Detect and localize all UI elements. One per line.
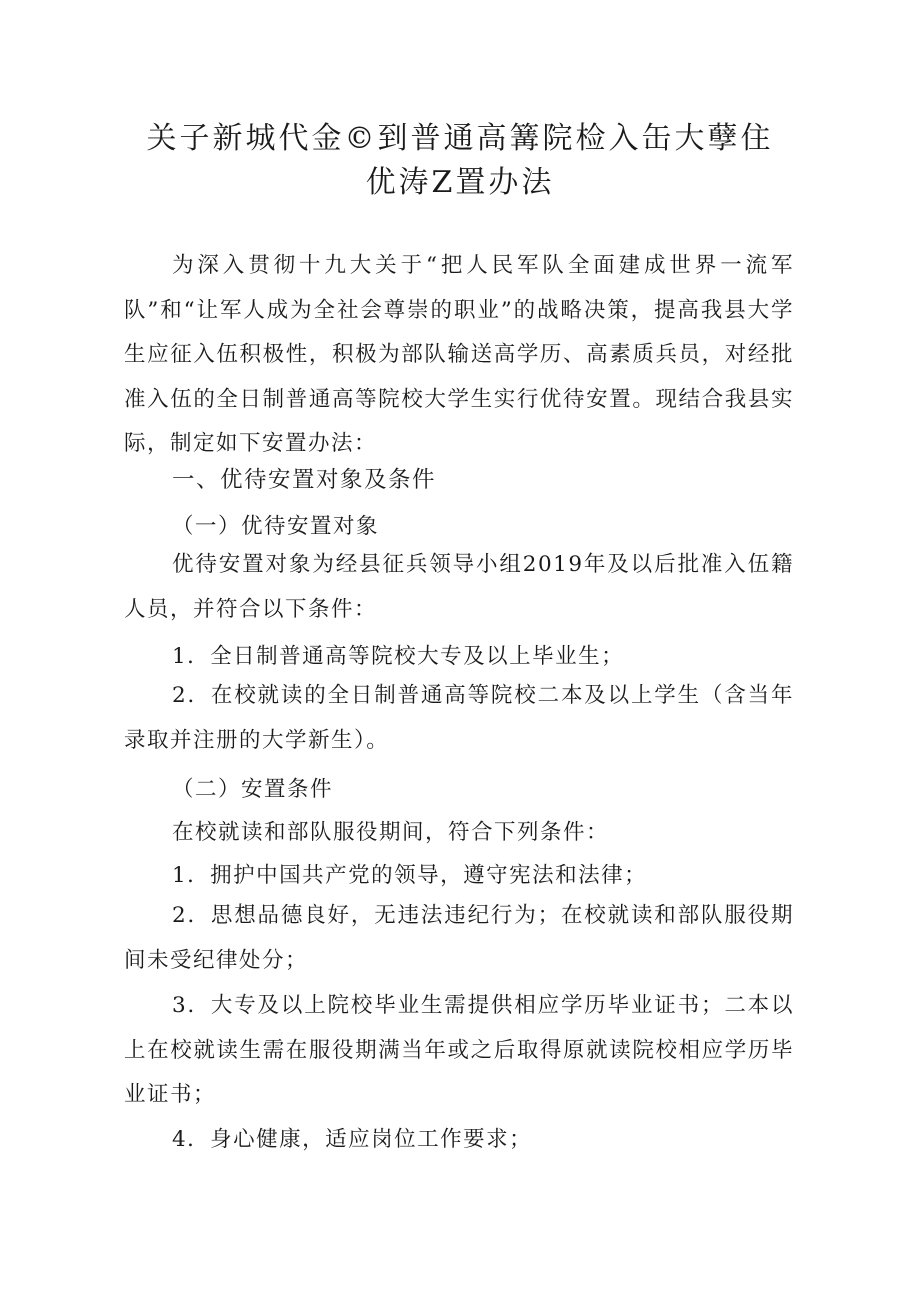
subsection-1-item-1: 1．全日制普通高等院校大专及以上毕业生； <box>172 644 625 669</box>
subsection-2-item-3: 3．大专及以上院校毕业生需提供相应学历毕业证书；二本以上在校就读生需在服役期满当年或之后取得原就读院校相应学历毕业证书； <box>124 993 794 1107</box>
subsection-2-item-4: 4．身心健康，适应岗位工作要求； <box>172 1127 533 1152</box>
document-title-line-1: 关子新城代金©到普通高篝院检入缶大孽住 <box>146 121 774 156</box>
subsection-1-text: 优待安置对象为经县征兵领导小组2019年及以后批准入伍籍人员，并符合以下条件： <box>124 552 794 622</box>
subsection-2-item-2: 2．思想品德良好，无违法违纪行为；在校就读和部队服役期间未受纪律处分； <box>124 903 794 973</box>
subsection-1-heading: （一）优待安置对象 <box>172 514 380 539</box>
subsection-1-item-2: 2．在校就读的全日制普通高等院校二本及以上学生（含当年录取并注册的大学新生）。 <box>124 683 794 753</box>
subsection-2-item-1: 1．拥护中国共产党的领导，遵守宪法和法律； <box>172 863 648 888</box>
subsection-2-text: 在校就读和部队服役期间，符合下列条件： <box>172 820 610 845</box>
document-title-line-2: 优涛Z置办法 <box>365 165 555 200</box>
section-1-heading: 一、优待安置对象及条件 <box>172 467 437 493</box>
intro-paragraph: 为深入贯彻十九大关于“把人民军队全面建成世界一流军队”和“让军人成为全社会尊崇的职业”的战略决策，提高我县大学生应征入伍积极性，积极为部队输送高学历、高素质兵员，对经批准入伍的全日制普通高等院校大学生实行优待安置。现结合我县实际，制定如下安置办法： <box>124 253 794 456</box>
subsection-2-heading: （二）安置条件 <box>172 777 334 802</box>
